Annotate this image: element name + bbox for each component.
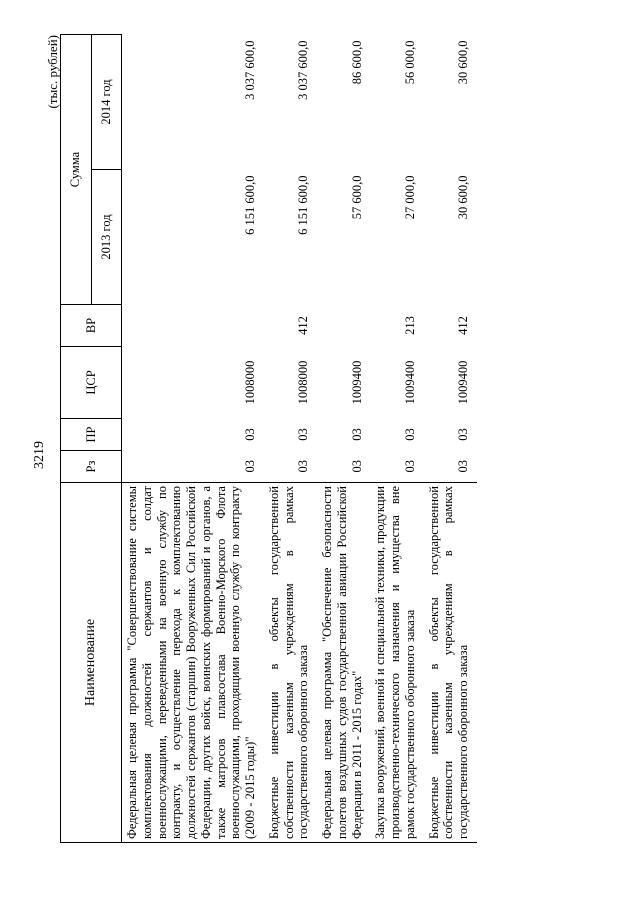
header-vr: ВР — [61, 305, 122, 347]
row-sum-2014: 3 037 600,0 — [296, 40, 311, 100]
row-pr: 03 — [296, 428, 311, 441]
row-vr: 213 — [402, 316, 417, 335]
row-rz: 03 — [456, 460, 470, 473]
table-row — [317, 35, 370, 843]
row-csr: 1008000 — [296, 360, 311, 405]
row-vr: 412 — [296, 316, 311, 335]
row-name: Закупка вооружений, военной и специальной техники, продукции производственно-технического назначения и имущества вне рамок государственного оборонного заказа — [370, 483, 423, 843]
row-sum-2013: 6 151 600,0 — [296, 175, 311, 235]
units-label: (тыс. рублей) — [45, 35, 60, 109]
table-row — [370, 35, 423, 843]
header-csr: ЦСР — [61, 347, 122, 419]
header-name: Наименование — [61, 483, 122, 843]
row-pr: 03 — [456, 428, 470, 441]
header-pr: ПР — [61, 419, 122, 451]
row-pr: 03 — [349, 428, 364, 441]
row-csr: 1009400 — [456, 360, 470, 405]
row-sum-2013: 6 151 600,0 — [243, 175, 257, 235]
row-pr: 03 — [402, 428, 417, 441]
table-row — [122, 35, 264, 843]
row-sum-2013: 27 000,0 — [402, 175, 417, 220]
row-name: Бюджетные инвестиции в объекты государственной собственности казенным учреждениям в рамках государственного оборонного заказа — [264, 483, 317, 843]
row-pr: 03 — [243, 428, 257, 441]
row-sum-2013: 57 600,0 — [349, 175, 364, 220]
row-sum-2014: 3 037 600,0 — [243, 40, 257, 100]
row-sum-2013: 30 600,0 — [456, 175, 470, 220]
row-csr: 1009400 — [349, 360, 364, 405]
row-name: Федеральная целевая программа "Совершенствование системы комплектования должностей сержантов и солдат военнослужащими, переведенными на военную службу по контракту, и осуществление перехода к комплектованию должностей сержантов (старшин) Вооруженных Сил Российской Федерации, других войск, воинских формирований и органов, а также матросов плавсостава Военно-Морского Флота военнослужащими, проходящими военную службу по контракту (2009 - 2015 годы)" — [122, 483, 264, 843]
row-sum-2014: 56 000,0 — [402, 40, 417, 85]
row-name: Бюджетные инвестиции в объекты государственной собственности казенным учреждениям в рамках государственного оборонного заказа — [424, 483, 477, 843]
row-rz: 03 — [349, 460, 364, 473]
row-vr — [122, 305, 264, 347]
table-row — [264, 35, 317, 843]
row-rz: 03 — [243, 460, 257, 473]
row-vr: 412 — [456, 316, 470, 335]
header-rz: Рз — [61, 451, 122, 483]
header-year-2014: 2014 год — [91, 35, 122, 170]
row-rz: 03 — [402, 460, 417, 473]
row-name: Федеральная целевая программа "Обеспечение безопасности полетов воздушных судов государственной авиации Российской Федерации в 2011 - 2015 годах" — [317, 483, 370, 843]
row-rz: 03 — [296, 460, 311, 473]
budget-table — [60, 34, 477, 843]
page-number: 3219 — [32, 441, 47, 469]
header-sum: Сумма — [61, 35, 92, 305]
row-csr: 1008000 — [243, 360, 257, 405]
row-csr: 1009400 — [402, 360, 417, 405]
header-year-2013: 2013 год — [91, 170, 122, 305]
row-vr — [317, 305, 370, 347]
row-sum-2014: 86 600,0 — [349, 40, 364, 85]
row-sum-2014: 30 600,0 — [456, 40, 470, 85]
table-row — [424, 35, 477, 843]
